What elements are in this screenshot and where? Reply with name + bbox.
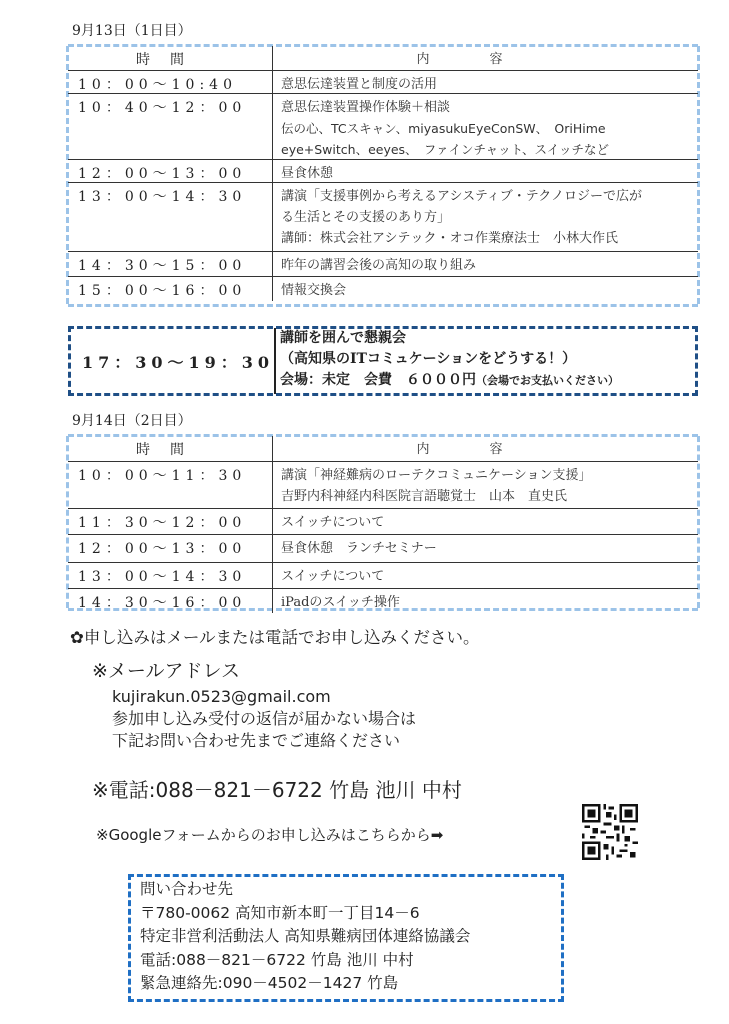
table-row <box>68 589 698 613</box>
row-time: 10：00～11：30 <box>68 462 273 508</box>
row-content: 講演「神経難病のローテクコミュニケーション支援」 <box>281 468 592 483</box>
contact-box <box>128 874 564 1002</box>
row-time: 15：00～16：00 <box>68 277 273 301</box>
row-content: eye+Switch、eeyes、 ファインチャット、スイッチなど <box>281 142 610 157</box>
row-time: 13：00～14：30 <box>68 183 273 251</box>
row-content: 意思伝達装置と制度の活用 <box>281 77 438 92</box>
table-row <box>68 462 698 509</box>
contact-tel: 電話:088－821－6722 竹島 池川 中村 <box>140 950 414 969</box>
application-heading: ✿申し込みはメールまたは電話でお申し込みください。 <box>70 628 480 647</box>
header-time: 時間 <box>68 46 273 70</box>
email-link[interactable]: kujirakun.0523@gmail.com <box>112 687 331 706</box>
row-time: 10：00～10:40 <box>68 71 273 93</box>
table-row <box>68 183 698 252</box>
row-time: 10：40～12：00 <box>68 94 273 159</box>
row-content: 昼食休憩 <box>281 166 334 181</box>
day1-title: 9月13日（1日目） <box>72 23 192 39</box>
phone-line: ※電話:088－821－6722 竹島 池川 中村 <box>92 778 462 802</box>
table-row <box>68 160 698 183</box>
row-content: スイッチについて <box>281 515 385 530</box>
mail-heading: ※メールアドレス <box>92 660 240 682</box>
note-line: 下記お問い合わせ先までご連絡ください <box>112 731 401 750</box>
row-content: る生活とその支援のあり方」 <box>281 210 451 225</box>
party-box <box>68 326 698 396</box>
party-title: 講師を囲んで懇親会 <box>280 330 406 346</box>
table-row <box>68 509 698 535</box>
row-content: 情報交換会 <box>281 283 347 298</box>
qr-code-icon[interactable] <box>582 804 638 860</box>
day2-title: 9月14日（2日目） <box>72 413 192 429</box>
contact-org: 特定非営利活動法人 高知県難病団体連絡協議会 <box>140 927 471 945</box>
day1-schedule-table <box>68 46 698 304</box>
row-time: 14：30～16：00 <box>68 589 273 613</box>
row-time: 14：30～15：00 <box>68 252 273 276</box>
row-content: 昨年の講習会後の高知の取り組み <box>281 258 477 273</box>
row-content: 昼食休憩 ランチセミナー <box>281 541 437 556</box>
note-line: 参加申し込み受付の返信が届かない場合は <box>112 709 417 728</box>
flower-bullet-icon: ✿ <box>70 628 84 647</box>
table-row <box>68 71 698 94</box>
party-venue-fee: 会場：未定 会費 ６０００円（会場でお支払いください） <box>280 372 619 388</box>
table-header <box>68 436 698 462</box>
row-time: 11：30～12：00 <box>68 509 273 534</box>
row-content: iPadのスイッチ操作 <box>281 595 400 610</box>
table-row <box>68 563 698 589</box>
row-time: 13：00～14：30 <box>68 563 273 588</box>
party-time: 17：30～19：30 <box>82 353 275 372</box>
table-row <box>68 252 698 277</box>
table-header <box>68 46 698 71</box>
table-row <box>68 94 698 160</box>
row-time: 12：00～13：00 <box>68 160 273 182</box>
google-form-line: ※Googleフォームからのお申し込みはこちらから➡ <box>96 826 444 844</box>
row-content: 伝の心、TCスキャン、miyasukuEyeConSW、 OriHime <box>281 121 606 136</box>
header-time: 時間 <box>68 436 273 461</box>
row-content: スイッチについて <box>281 569 385 584</box>
contact-title: 問い合わせ先 <box>140 880 234 898</box>
row-content: 意思伝達装置操作体験＋相談 <box>281 100 451 115</box>
row-content: 講演「支援事例から考えるアシスティブ・テクノロジーで広が <box>281 189 643 204</box>
party-subtitle: （高知県のITコミュケーションをどうする！） <box>280 351 577 367</box>
table-row <box>68 535 698 563</box>
table-row <box>68 277 698 301</box>
day2-schedule-table <box>68 436 698 611</box>
row-content: 吉野内科神経内科医院言語聴覚士 山本 直史氏 <box>281 489 568 504</box>
header-content: 内容 <box>416 52 563 67</box>
arrow-right-icon: ➡ <box>430 826 444 844</box>
row-content: 講師：株式会社アシテック・オコ作業療法士 小林大作氏 <box>281 231 618 246</box>
header-content: 内容 <box>416 442 563 457</box>
contact-address: 〒780-0062 高知市新本町一丁目14－6 <box>140 903 420 922</box>
contact-emergency: 緊急連絡先:090－4502－1427 竹島 <box>140 974 399 992</box>
row-time: 12：00～13：00 <box>68 535 273 562</box>
